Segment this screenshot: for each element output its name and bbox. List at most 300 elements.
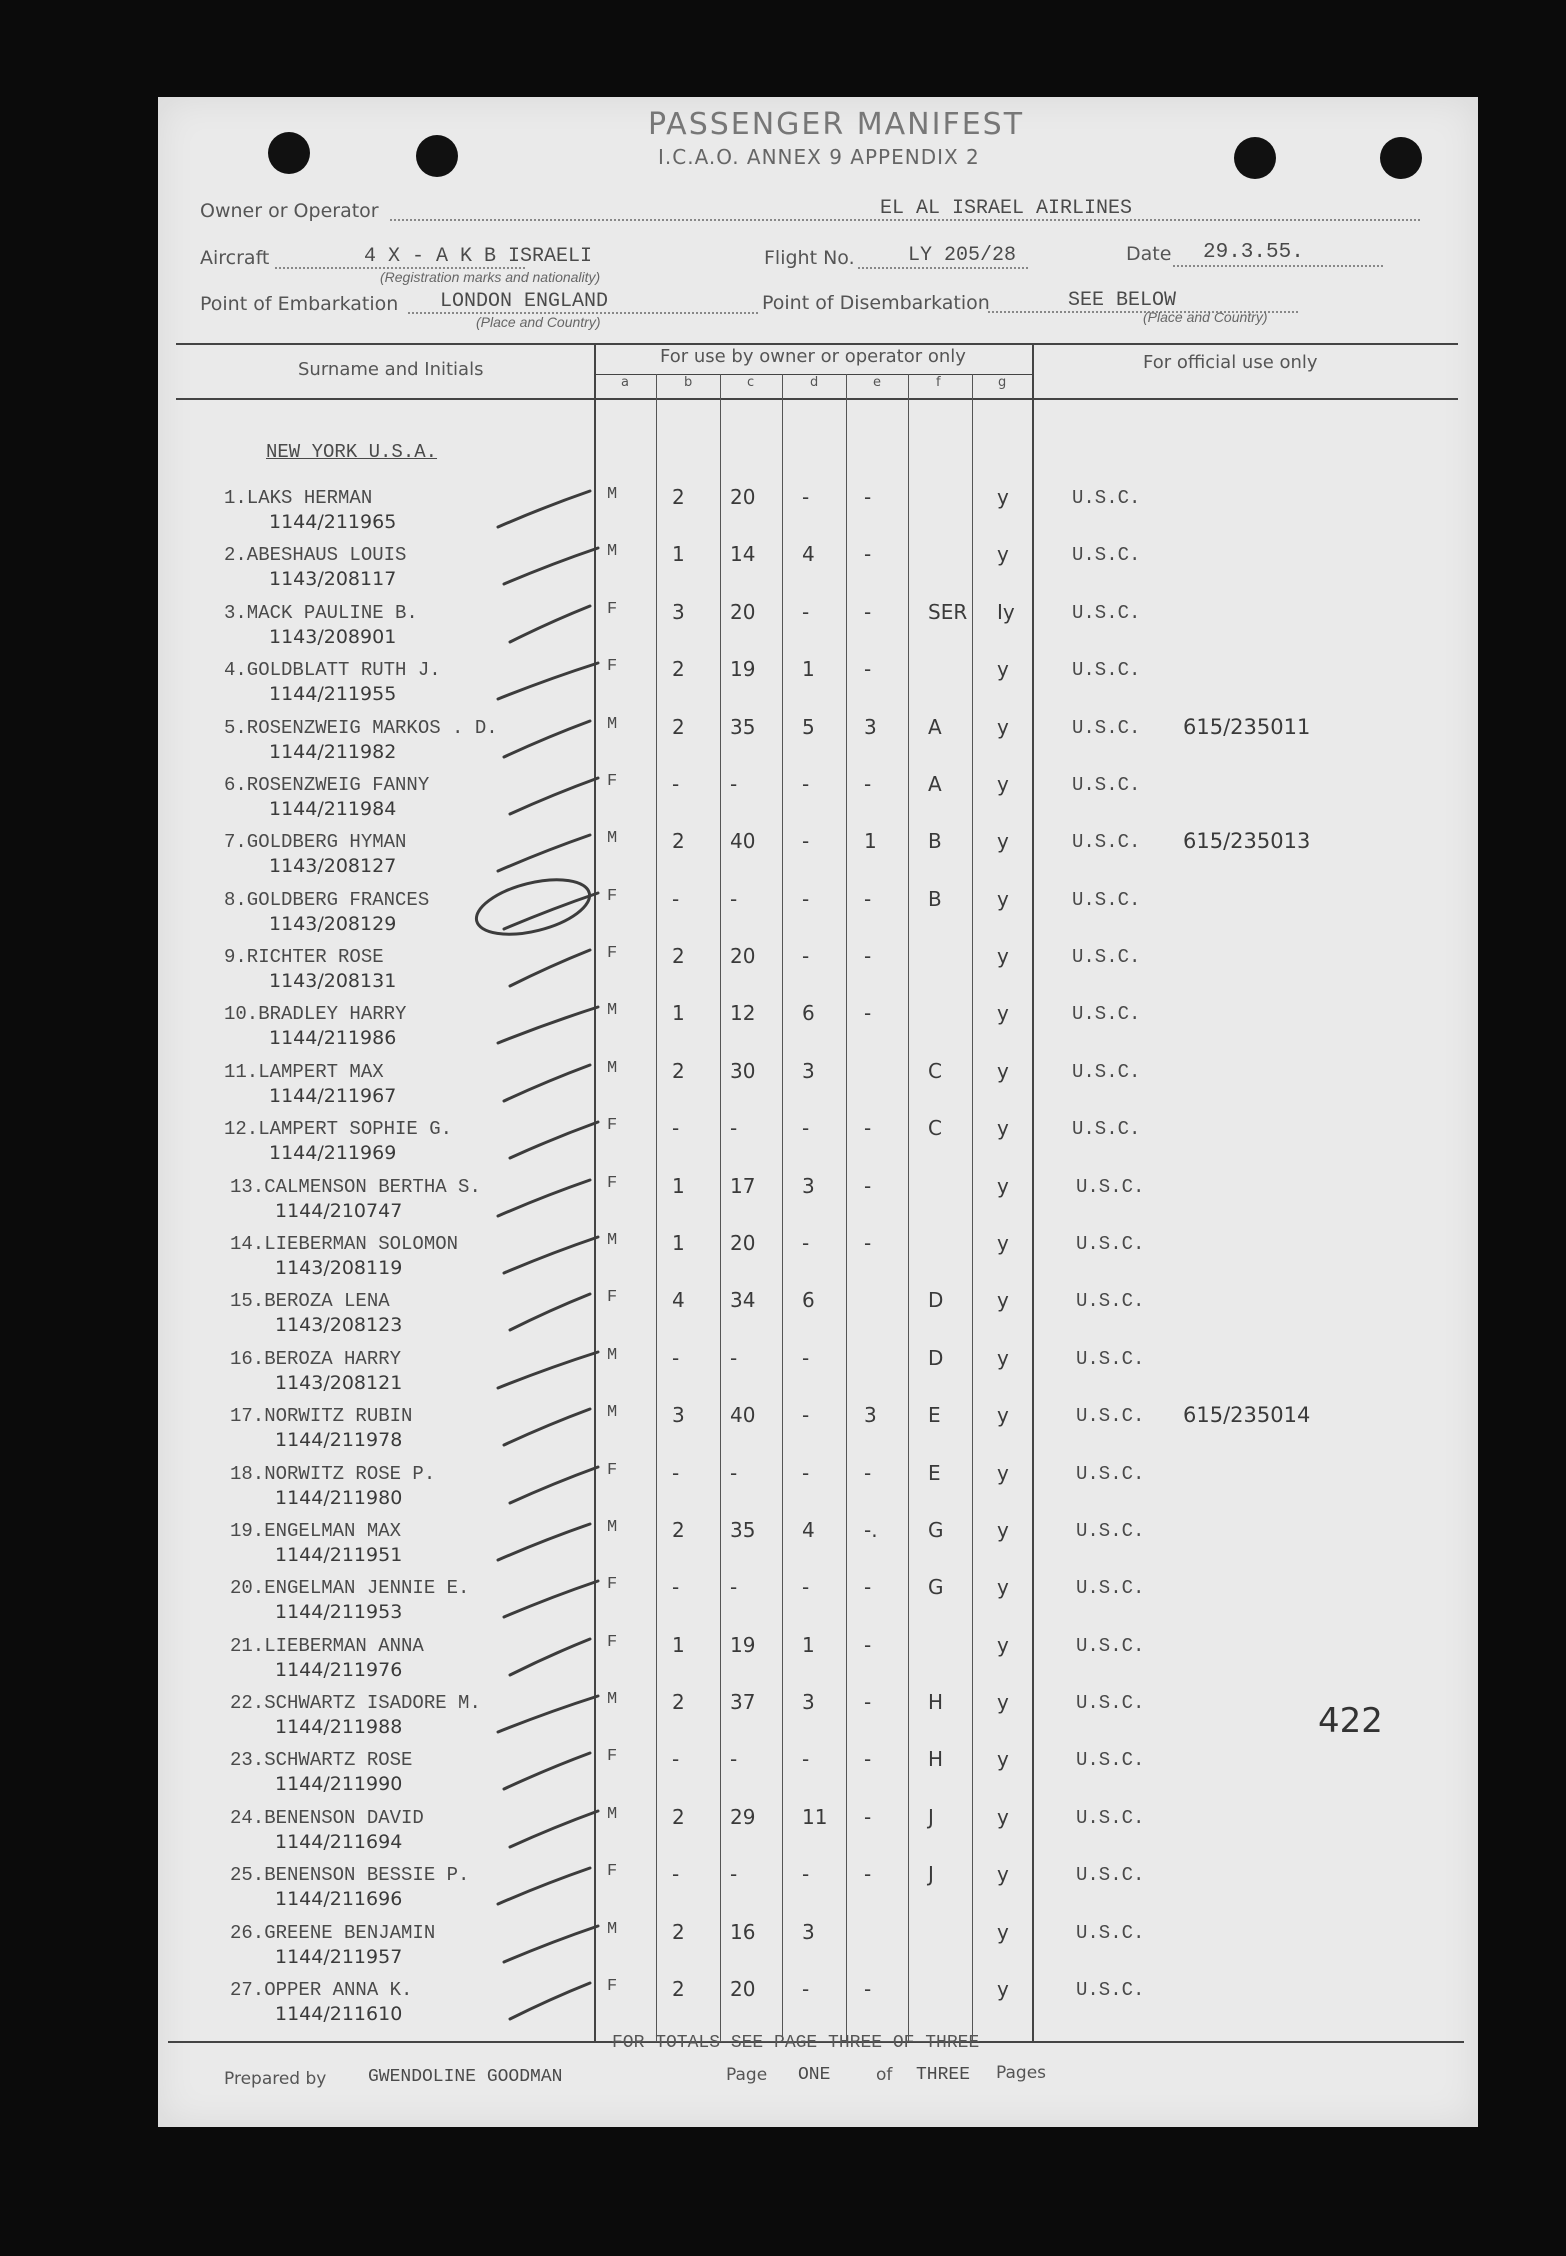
official-use: U.S.C. [1072, 831, 1141, 853]
cell-e: - [864, 1575, 872, 1599]
cell-c: 34 [730, 1288, 756, 1312]
passenger-name: 15.BEROZA LENA [230, 1290, 390, 1312]
pencil-tick [498, 1007, 598, 1043]
passenger-name: 3.MACK PAULINE B. [224, 602, 418, 624]
cell-g: y [997, 715, 1009, 739]
passenger-name: 16.BEROZA HARRY [230, 1348, 402, 1370]
subcol-f: f [936, 375, 941, 390]
cell-e: - [864, 1805, 872, 1829]
cell-d: - [802, 1747, 810, 1771]
cell-a: M [607, 485, 618, 504]
cell-c: 37 [730, 1690, 756, 1714]
official-use: U.S.C. [1076, 1520, 1145, 1542]
pencil-tick [510, 778, 598, 814]
cell-d: - [802, 944, 810, 968]
cell-b: 1 [672, 1231, 685, 1255]
cell-e: - [864, 1461, 872, 1485]
pencil-tick [498, 1696, 598, 1732]
official-note: 615/235014 [1183, 1403, 1311, 1427]
cell-c: 16 [730, 1920, 756, 1944]
cell-g: y [997, 1747, 1009, 1771]
cell-f: H [928, 1690, 944, 1714]
disembarkation-label: Point of Disembarkation [762, 292, 990, 314]
cell-c: 12 [730, 1001, 756, 1025]
cell-c: 20 [730, 944, 756, 968]
cell-g: y [997, 1116, 1009, 1140]
cell-e: 3 [864, 715, 877, 739]
cell-g: y [997, 829, 1009, 853]
cell-a: M [607, 1059, 618, 1078]
col-official-header: For official use only [1143, 352, 1318, 373]
disembarkation-value: SEE BELOW [1068, 289, 1177, 312]
passenger-ref: 1144/211955 [269, 683, 397, 705]
totals-note: FOR TOTALS SEE PAGE THREE OF THREE [612, 2033, 980, 2053]
cell-a: F [607, 1575, 618, 1594]
pencil-circle [471, 870, 595, 945]
stamp-number: 422 [1318, 1701, 1383, 1741]
cell-b: 2 [672, 1690, 685, 1714]
cell-g: y [997, 1403, 1009, 1427]
pencil-tick [498, 1180, 590, 1216]
passenger-name: 6.ROSENZWEIG FANNY [224, 774, 430, 796]
official-use: U.S.C. [1072, 1118, 1141, 1140]
cell-e: - [864, 772, 872, 796]
pencil-tick [510, 606, 590, 642]
pencil-tick [504, 1409, 590, 1445]
passenger-ref: 1144/211986 [269, 1027, 397, 1049]
cell-b: 1 [672, 1633, 685, 1657]
cell-a: M [607, 1805, 618, 1824]
passenger-name: 24.BENENSON DAVID [230, 1807, 424, 1829]
official-use: U.S.C. [1076, 1635, 1145, 1657]
aircraft-label: Aircraft [200, 247, 270, 269]
cell-d: 1 [802, 657, 815, 681]
cell-e: - [864, 485, 872, 509]
cell-c: - [730, 772, 738, 796]
passenger-name: 27.OPPER ANNA K. [230, 1979, 413, 2001]
passenger-ref: 1144/211951 [275, 1544, 403, 1566]
passenger-ref: 1143/208123 [275, 1314, 403, 1336]
passenger-name: 23.SCHWARTZ ROSE [230, 1749, 413, 1771]
passenger-name: 11.LAMPERT MAX [224, 1061, 384, 1083]
cell-e: - [864, 887, 872, 911]
cell-d: - [802, 1346, 810, 1370]
passenger-ref: 1144/211978 [275, 1429, 403, 1451]
pencil-tick [510, 1811, 598, 1847]
cell-d: - [802, 829, 810, 853]
cell-d: 5 [802, 715, 815, 739]
passenger-name: 4.GOLDBLATT RUTH J. [224, 659, 441, 681]
cell-c: 20 [730, 600, 756, 624]
passenger-ref: 1143/208901 [269, 626, 397, 648]
cell-g: y [997, 1461, 1009, 1485]
section-heading: NEW YORK U.S.A. [266, 441, 438, 463]
official-use: U.S.C. [1072, 1061, 1141, 1083]
cell-f: E [928, 1461, 941, 1485]
cell-c: - [730, 1747, 738, 1771]
cell-d: 6 [802, 1288, 815, 1312]
cell-b: 2 [672, 1920, 685, 1944]
passenger-name: 22.SCHWARTZ ISADORE M. [230, 1692, 481, 1714]
pencil-tick [504, 893, 598, 929]
passenger-ref: 1143/208121 [275, 1372, 403, 1394]
pencil-tick [504, 1065, 590, 1101]
cell-a: M [607, 542, 618, 561]
cell-a: M [607, 1346, 618, 1365]
cell-a: F [607, 600, 618, 619]
passenger-name: 12.LAMPERT SOPHIE G. [224, 1118, 453, 1140]
official-use: U.S.C. [1076, 1405, 1145, 1427]
cell-g: y [997, 944, 1009, 968]
official-use: U.S.C. [1076, 1749, 1145, 1771]
cell-e: - [864, 1174, 872, 1198]
passenger-name: 8.GOLDBERG FRANCES [224, 889, 430, 911]
cell-e: 3 [864, 1403, 877, 1427]
pencil-tick [498, 663, 598, 699]
official-use: U.S.C. [1076, 1290, 1145, 1312]
cell-d: - [802, 1862, 810, 1886]
passenger-ref: 1144/211696 [275, 1888, 403, 1910]
cell-f: A [928, 715, 942, 739]
cell-e: 1 [864, 829, 877, 853]
official-use: U.S.C. [1072, 1003, 1141, 1025]
passenger-ref: 1143/208129 [269, 913, 397, 935]
pencil-tick [498, 835, 590, 871]
cell-g: y [997, 1633, 1009, 1657]
cell-c: - [730, 1346, 738, 1370]
cell-c: 30 [730, 1059, 756, 1083]
official-note: 615/235011 [1183, 715, 1311, 739]
date-label: Date [1126, 243, 1172, 265]
cell-f: B [928, 829, 942, 853]
cell-a: F [607, 944, 618, 963]
cell-g: y [997, 1862, 1009, 1886]
cell-a: M [607, 1403, 618, 1422]
official-note: 615/235013 [1183, 829, 1311, 853]
cell-f: C [928, 1116, 942, 1140]
passenger-ref: 1144/211610 [275, 2003, 403, 2025]
cell-b: 3 [672, 600, 685, 624]
passenger-ref: 1144/211965 [269, 511, 397, 533]
cell-c: - [730, 1116, 738, 1140]
cell-d: - [802, 1575, 810, 1599]
cell-e: - [864, 1690, 872, 1714]
cell-b: - [672, 887, 680, 911]
cell-g: y [997, 1001, 1009, 1025]
passenger-ref: 1143/208119 [275, 1257, 403, 1279]
aircraft-note: (Registration marks and nationality) [380, 269, 601, 285]
cell-c: - [730, 1461, 738, 1485]
cell-d: 3 [802, 1690, 815, 1714]
cell-c: 40 [730, 829, 756, 853]
pages-value: THREE [916, 2065, 971, 2085]
cell-a: F [607, 1288, 618, 1307]
pencil-tick [504, 1581, 598, 1617]
passenger-ref: 1144/211982 [269, 741, 397, 763]
pencil-tick [498, 1868, 590, 1904]
cell-f: D [928, 1288, 944, 1312]
cell-g: y [997, 542, 1009, 566]
cell-f: J [928, 1862, 934, 1886]
cell-c: - [730, 1862, 738, 1886]
official-use: U.S.C. [1072, 602, 1141, 624]
cell-c: 40 [730, 1403, 756, 1427]
subcol-a: a [621, 375, 629, 390]
pages-label: Pages [996, 2063, 1047, 2083]
cell-d: 4 [802, 542, 815, 566]
cell-g: y [997, 657, 1009, 681]
cell-d: - [802, 772, 810, 796]
cell-g: y [997, 887, 1009, 911]
cell-f: G [928, 1518, 944, 1542]
cell-a: F [607, 1174, 618, 1193]
cell-a: M [607, 1920, 618, 1939]
subcol-e: e [873, 375, 881, 390]
cell-b: - [672, 1575, 680, 1599]
date-value: 29.3.55. [1203, 241, 1304, 264]
passenger-ref: 1144/211984 [269, 798, 397, 820]
cell-c: 29 [730, 1805, 756, 1829]
official-use: U.S.C. [1076, 1233, 1145, 1255]
cell-f: G [928, 1575, 944, 1599]
aircraft-value: 4 X - A K B ISRAELI [364, 245, 593, 268]
cell-d: 6 [802, 1001, 815, 1025]
cell-a: F [607, 1862, 618, 1881]
manifest-sheet [158, 97, 1478, 2127]
cell-a: M [607, 1231, 618, 1250]
passenger-ref: 1144/211976 [275, 1659, 403, 1681]
cell-a: F [607, 1977, 618, 1996]
manifest-subtitle: I.C.A.O. ANNEX 9 APPENDIX 2 [658, 145, 980, 169]
official-use: U.S.C. [1076, 1864, 1145, 1886]
cell-d: - [802, 1403, 810, 1427]
cell-g: y [997, 1174, 1009, 1198]
passenger-ref: 1143/208131 [269, 970, 397, 992]
cell-c: 35 [730, 1518, 756, 1542]
passenger-ref: 1143/208117 [269, 568, 397, 590]
cell-c: 20 [730, 1977, 756, 2001]
pencil-tick [498, 1524, 590, 1560]
cell-c: 20 [730, 1231, 756, 1255]
cell-c: - [730, 887, 738, 911]
cell-c: 14 [730, 542, 756, 566]
official-use: U.S.C. [1076, 1807, 1145, 1829]
cell-b: 2 [672, 657, 685, 681]
embarkation-label: Point of Embarkation [200, 293, 399, 315]
cell-d: - [802, 1977, 810, 2001]
passenger-name: 1.LAKS HERMAN [224, 487, 373, 509]
cell-b: - [672, 1747, 680, 1771]
official-use: U.S.C. [1072, 717, 1141, 739]
cell-e: - [864, 600, 872, 624]
official-use: U.S.C. [1076, 1922, 1145, 1944]
cell-f: J [928, 1805, 934, 1829]
embarkation-value: LONDON ENGLAND [440, 290, 609, 313]
passenger-name: 2.ABESHAUS LOUIS [224, 544, 407, 566]
cell-g: y [997, 1346, 1009, 1370]
official-use: U.S.C. [1076, 1692, 1145, 1714]
cell-e: - [864, 1977, 872, 2001]
cell-d: 4 [802, 1518, 815, 1542]
col-surname-header: Surname and Initials [298, 359, 484, 380]
pencil-tick [504, 721, 590, 757]
pencil-tick [510, 1122, 598, 1158]
cell-c: 19 [730, 1633, 756, 1657]
cell-e: - [864, 1001, 872, 1025]
cell-a: F [607, 1461, 618, 1480]
cell-a: F [607, 1747, 618, 1766]
pencil-tick [510, 1983, 590, 2019]
cell-b: 2 [672, 1518, 685, 1542]
cell-g: Iy [997, 600, 1015, 624]
subcol-b: b [684, 375, 693, 390]
cell-a: M [607, 1001, 618, 1020]
official-use: U.S.C. [1072, 544, 1141, 566]
cell-g: y [997, 1518, 1009, 1542]
passenger-ref: 1144/211957 [275, 1946, 403, 1968]
cell-g: y [997, 1805, 1009, 1829]
pencil-tick [510, 1639, 590, 1675]
cell-b: 1 [672, 1174, 685, 1198]
cell-g: y [997, 1575, 1009, 1599]
cell-d: 11 [802, 1805, 828, 1829]
pencil-marks [158, 97, 1478, 2127]
cell-b: - [672, 1116, 680, 1140]
cell-a: F [607, 1116, 618, 1135]
cell-g: y [997, 1690, 1009, 1714]
pencil-tick [510, 1467, 598, 1503]
cell-f: E [928, 1403, 941, 1427]
pencil-tick [510, 950, 590, 986]
pencil-tick [498, 1352, 598, 1388]
subcol-c: c [747, 375, 755, 390]
cell-d: 1 [802, 1633, 815, 1657]
cell-d: - [802, 1116, 810, 1140]
cell-b: 2 [672, 485, 685, 509]
cell-g: y [997, 1231, 1009, 1255]
pencil-tick [498, 491, 590, 527]
passenger-ref: 1144/210747 [275, 1200, 403, 1222]
passenger-ref: 1144/211694 [275, 1831, 403, 1853]
official-use: U.S.C. [1076, 1979, 1145, 2001]
cell-e: - [864, 542, 872, 566]
cell-f: A [928, 772, 942, 796]
passenger-ref: 1144/211969 [269, 1142, 397, 1164]
cell-a: M [607, 1518, 618, 1537]
cell-d: - [802, 887, 810, 911]
cell-b: - [672, 1461, 680, 1485]
page-label: Page [726, 2065, 768, 2085]
col-owner-header: For use by owner or operator only [660, 346, 966, 367]
passenger-name: 13.CALMENSON BERTHA S. [230, 1176, 481, 1198]
pencil-tick [504, 1237, 598, 1273]
cell-e: - [864, 1747, 872, 1771]
official-use: U.S.C. [1072, 659, 1141, 681]
cell-c: 35 [730, 715, 756, 739]
flight-label: Flight No. [764, 247, 855, 269]
cell-e: - [864, 1116, 872, 1140]
cell-e: - [864, 1862, 872, 1886]
cell-g: y [997, 1288, 1009, 1312]
cell-a: M [607, 1690, 618, 1709]
prepared-value: GWENDOLINE GOODMAN [368, 2067, 563, 2087]
cell-a: F [607, 1633, 618, 1652]
cell-e: - [864, 1633, 872, 1657]
official-use: U.S.C. [1072, 487, 1141, 509]
passenger-name: 19.ENGELMAN MAX [230, 1520, 402, 1542]
cell-b: 1 [672, 1001, 685, 1025]
cell-g: y [997, 1920, 1009, 1944]
cell-f: SER [928, 600, 968, 624]
passenger-name: 25.BENENSON BESSIE P. [230, 1864, 470, 1886]
passenger-name: 18.NORWITZ ROSE P. [230, 1463, 436, 1485]
official-use: U.S.C. [1072, 946, 1141, 968]
cell-b: 2 [672, 1805, 685, 1829]
passenger-name: 9.RICHTER ROSE [224, 946, 384, 968]
cell-a: M [607, 715, 618, 734]
passenger-ref: 1144/211990 [275, 1773, 403, 1795]
owner-label: Owner or Operator [200, 200, 379, 222]
passenger-name: 5.ROSENZWEIG MARKOS . D. [224, 717, 498, 739]
cell-b: 2 [672, 829, 685, 853]
cell-b: 2 [672, 1059, 685, 1083]
cell-d: - [802, 485, 810, 509]
passenger-ref: 1144/211967 [269, 1085, 397, 1107]
cell-g: y [997, 485, 1009, 509]
flight-value: LY 205/28 [908, 244, 1017, 267]
cell-e: - [864, 1231, 872, 1255]
passenger-ref: 1144/211953 [275, 1601, 403, 1623]
official-use: U.S.C. [1076, 1463, 1145, 1485]
page-value: ONE [798, 2065, 831, 2085]
cell-e: - [864, 944, 872, 968]
passenger-name: 7.GOLDBERG HYMAN [224, 831, 407, 853]
cell-b: 1 [672, 542, 685, 566]
cell-d: - [802, 600, 810, 624]
passenger-name: 26.GREENE BENJAMIN [230, 1922, 436, 1944]
cell-b: - [672, 1862, 680, 1886]
official-use: U.S.C. [1076, 1176, 1145, 1198]
cell-a: M [607, 829, 618, 848]
pencil-tick [504, 548, 598, 584]
pencil-tick [504, 1753, 590, 1789]
passenger-name: 21.LIEBERMAN ANNA [230, 1635, 424, 1657]
cell-g: y [997, 772, 1009, 796]
official-use: U.S.C. [1072, 889, 1141, 911]
cell-c: 19 [730, 657, 756, 681]
cell-d: 3 [802, 1174, 815, 1198]
pencil-tick [504, 1926, 598, 1962]
cell-b: 2 [672, 944, 685, 968]
cell-e: -. [864, 1518, 878, 1542]
pencil-tick [510, 1294, 590, 1330]
cell-e: - [864, 657, 872, 681]
of-label: of [876, 2065, 893, 2085]
passenger-ref: 1143/208127 [269, 855, 397, 877]
cell-b: 2 [672, 1977, 685, 2001]
cell-f: C [928, 1059, 942, 1083]
passenger-name: 20.ENGELMAN JENNIE E. [230, 1577, 470, 1599]
cell-b: 4 [672, 1288, 685, 1312]
cell-d: 3 [802, 1059, 815, 1083]
cell-b: - [672, 1346, 680, 1370]
cell-d: - [802, 1461, 810, 1485]
subcol-g: g [998, 375, 1007, 390]
passenger-ref: 1144/211980 [275, 1487, 403, 1509]
cell-c: - [730, 1575, 738, 1599]
cell-c: 20 [730, 485, 756, 509]
manifest-title: PASSENGER MANIFEST [648, 107, 1025, 142]
